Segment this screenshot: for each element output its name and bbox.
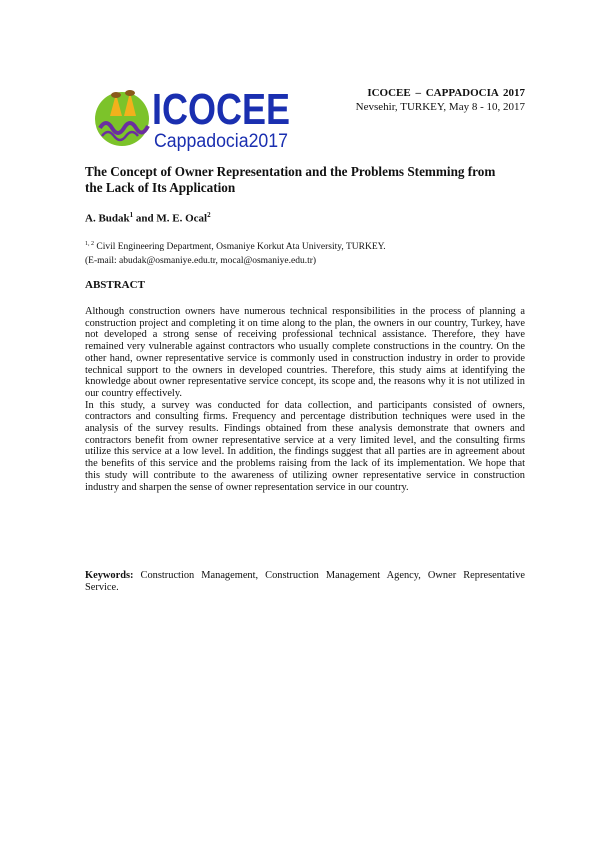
conference-name: ICOCEE – CAPPADOCIA 2017 xyxy=(367,87,525,99)
keywords-text: Construction Management, Construction Management Agency, Owner Representative Service. xyxy=(85,570,525,593)
affiliation-sup: 1, 2 xyxy=(85,241,94,247)
logo-circle xyxy=(95,92,149,146)
affiliation-text: Civil Engineering Department, Osmaniye Korkut Ata University, TURKEY. xyxy=(94,242,386,253)
conference-location-date: Nevsehir, TURKEY, May 8 - 10, 2017 xyxy=(355,101,525,113)
keywords-label: Keywords: xyxy=(85,570,134,581)
email-line: (E-mail: abudak@osmaniye.edu.tr, mocal@osmaniye.edu.tr) xyxy=(85,256,317,267)
paper-title: The Concept of Owner Representation and the Problems Stemming from the Lack of Its Application xyxy=(85,164,496,195)
author-2-sup: 2 xyxy=(207,211,211,219)
logo-wordmark: ICOCEE xyxy=(152,85,290,134)
conference-logo xyxy=(94,86,294,152)
abstract-paragraph-1: Although construction owners have numerous technical responsibilities in the process of planning a construction project and completing it on time along to the plan, the owners in our country, Turkey, have not developed a strong sense of receiving professional technical assistance. Therefore, they have remained very vulnerable against contractors who usually complete constructions in the country. On the other hand, owner representative service is commonly used in construction industry in order to provide technical support to the owners in developed countries. Therefore, this study aims at identifying the knowledge about owner representative service concept, its scope and, the reasons why it is not utilized in our country effectively. xyxy=(85,306,525,399)
abstract-heading: ABSTRACT xyxy=(85,279,145,291)
affiliation xyxy=(85,237,386,268)
abstract-body xyxy=(85,306,525,493)
author-conjunction: and xyxy=(133,212,157,225)
author-line xyxy=(85,211,211,225)
author-1-sup: 1 xyxy=(129,211,134,219)
keywords xyxy=(85,570,525,593)
conference-info xyxy=(356,86,525,114)
logo-subtext: Cappadocia2017 xyxy=(154,131,288,152)
author-1: A. Budak xyxy=(85,212,130,225)
abstract-paragraph-2: In this study, a survey was conducted for data collection, and participants consisted of owners, contractors and consulting firms. Frequency and percentage distribution techniques were used in the analysis of the survey results. Findings obtained from these analysis demonstrate that owners and contractors benefit from owner representative service at a very limited level, and the consulting firms utilize this service at a low level. In addition, the findings suggest that all parties are in agreement about the benefits of this service and the problems raising from the lack of its implementation. We hope that this study will contribute to the awareness of utilizing owner representative service in construction industry and sharpen the sense of owner representation service in our country. xyxy=(85,399,525,493)
author-2: M. E. Ocal xyxy=(156,212,208,225)
